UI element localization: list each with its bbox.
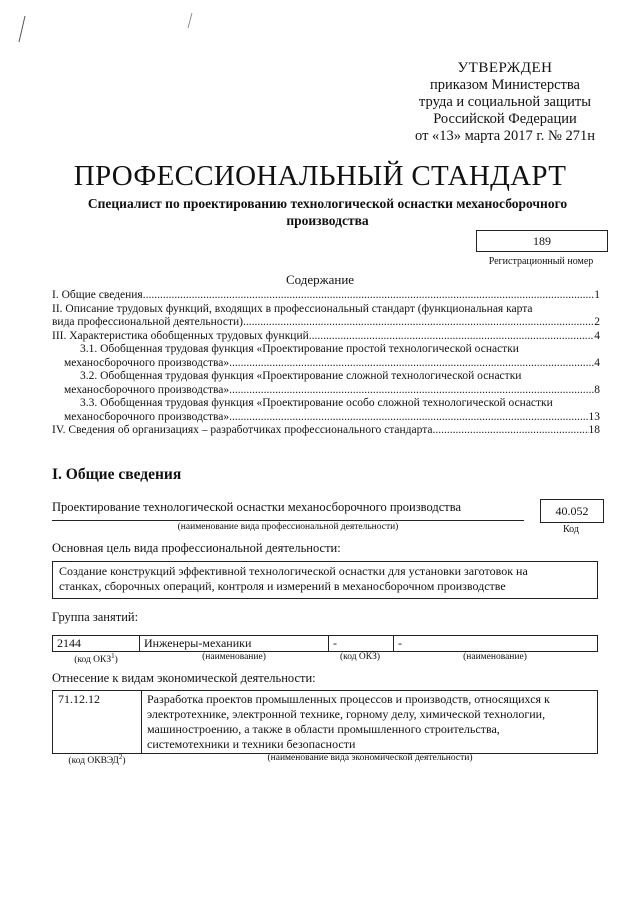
econ-text: машиностроению, а также в области промышленного строительства, [147,722,500,736]
toc-item-text: вида профессиональной деятельности) [52,316,243,328]
toc-item-text: III. Характеристика обобщенных трудовых функций [52,329,309,342]
toc-item[interactable] [52,397,600,424]
approval-line: труда и социальной защиты [419,94,591,110]
toc-item-text: II. Описание трудовых функций, входящих в профессиональный стандарт (функциональная карта [52,302,533,315]
occupation-group-table [52,635,598,652]
toc-item[interactable] [52,289,600,303]
toc-item-text: механосборочного производства» [64,356,230,369]
toc-item-page: 4 [594,356,600,369]
toc-item-text: 3.1. Обобщенная трудовая функция «Проектирование простой технологической оснастки [80,343,519,355]
toc-item-text: I. Общие сведения [52,289,143,301]
table-row [53,636,598,652]
toc-title: Содержание [285,272,355,287]
toc-item-text: 3.3. Обобщенная трудовая функция «Проектирование особо сложной технологической оснастки [80,397,553,409]
column-caption: (наименование) [463,652,527,662]
activity-caption: (наименование вида профессиональной деятельности) [177,522,399,532]
activity-code: 40.052 [540,499,604,523]
toc-item-page: 8 [594,383,600,396]
toc-item-text: IV. Сведения об организациях – разработчиках профессионального стандарта [52,424,433,436]
table-row [53,691,598,754]
column-caption: (код ОКВЭД$^2$) [68,753,126,767]
approval-line: от «13» марта 2017 г. № 271н [415,128,595,144]
table-cell: 2144 [53,636,140,652]
goal-text: станках, сборочных операций, контроля и измерений в механосборочном производстве [59,579,506,593]
approval-line: Российской Федерации [433,111,577,127]
table-of-contents [52,289,600,438]
toc-item-text: 3.2. Обобщенная трудовая функция «Проектирование сложной технологической оснастки [80,370,522,382]
column-caption: (наименование) [202,652,266,662]
toc-item-page: 4 [594,329,600,342]
toc-item-page: 2 [594,316,600,328]
econ-text: системотехники и техники безопасности [147,737,356,751]
toc-item[interactable] [52,303,600,330]
approval-block [390,60,620,145]
column-caption: (код ОКЗ$^1$) [74,652,118,666]
econ-text: Разработка проектов промышленных процессов и производств, относящихся к [147,692,550,706]
toc-item-page: 18 [588,424,600,436]
economic-activity-table [52,690,598,754]
toc-item-text: механосборочного производства» [64,410,230,423]
registration-number: 189 [476,230,608,252]
toc-item[interactable] [52,424,600,438]
activity-code-caption: Код [563,524,579,535]
pen-mark-icon [186,12,194,30]
goal-box [52,561,598,599]
toc-item[interactable] [52,330,600,344]
table-cell: 71.12.12 [53,691,142,754]
group-label: Группа занятий: [52,610,139,624]
registration-label: Регистрационный номер [488,256,594,267]
toc-item[interactable] [52,370,600,397]
column-caption: (наименование вида экономической деятельности) [267,753,473,763]
approval-line: приказом Министерства [430,77,580,93]
table-cell [142,691,598,754]
pen-mark-icon [16,14,28,44]
divider [52,520,524,521]
econ-label: Отнесение к видам экономической деятельности: [52,671,316,685]
toc-item-page: 1 [594,289,600,301]
toc-item-page: 13 [588,410,600,423]
approval-line: УТВЕРЖДЕН [457,60,553,76]
toc-item[interactable] [52,343,600,370]
table-cell: Инженеры-механики [140,636,329,652]
table-cell: - [394,636,598,652]
column-caption: (код ОКЗ) [339,652,381,662]
table-cell: - [329,636,394,652]
section-heading: I. Общие сведения [52,466,182,483]
goal-label: Основная цель вида профессиональной деятельности: [52,541,341,555]
toc-item-text: механосборочного производства» [64,383,230,396]
activity-name: Проектирование технологической оснастки механосборочного производства [52,500,462,514]
econ-text: электротехнике, электронной технике, горному делу, химической технологии, [147,707,546,721]
document-subtitle: Специалист по проектированию технологической оснастки механосборочного производства [87,196,568,228]
goal-text: Создание конструкций эффективной технологической оснастки для установки заготовок на [59,564,528,578]
document-title: ПРОФЕССИОНАЛЬНЫЙ СТАНДАРТ [73,160,567,192]
